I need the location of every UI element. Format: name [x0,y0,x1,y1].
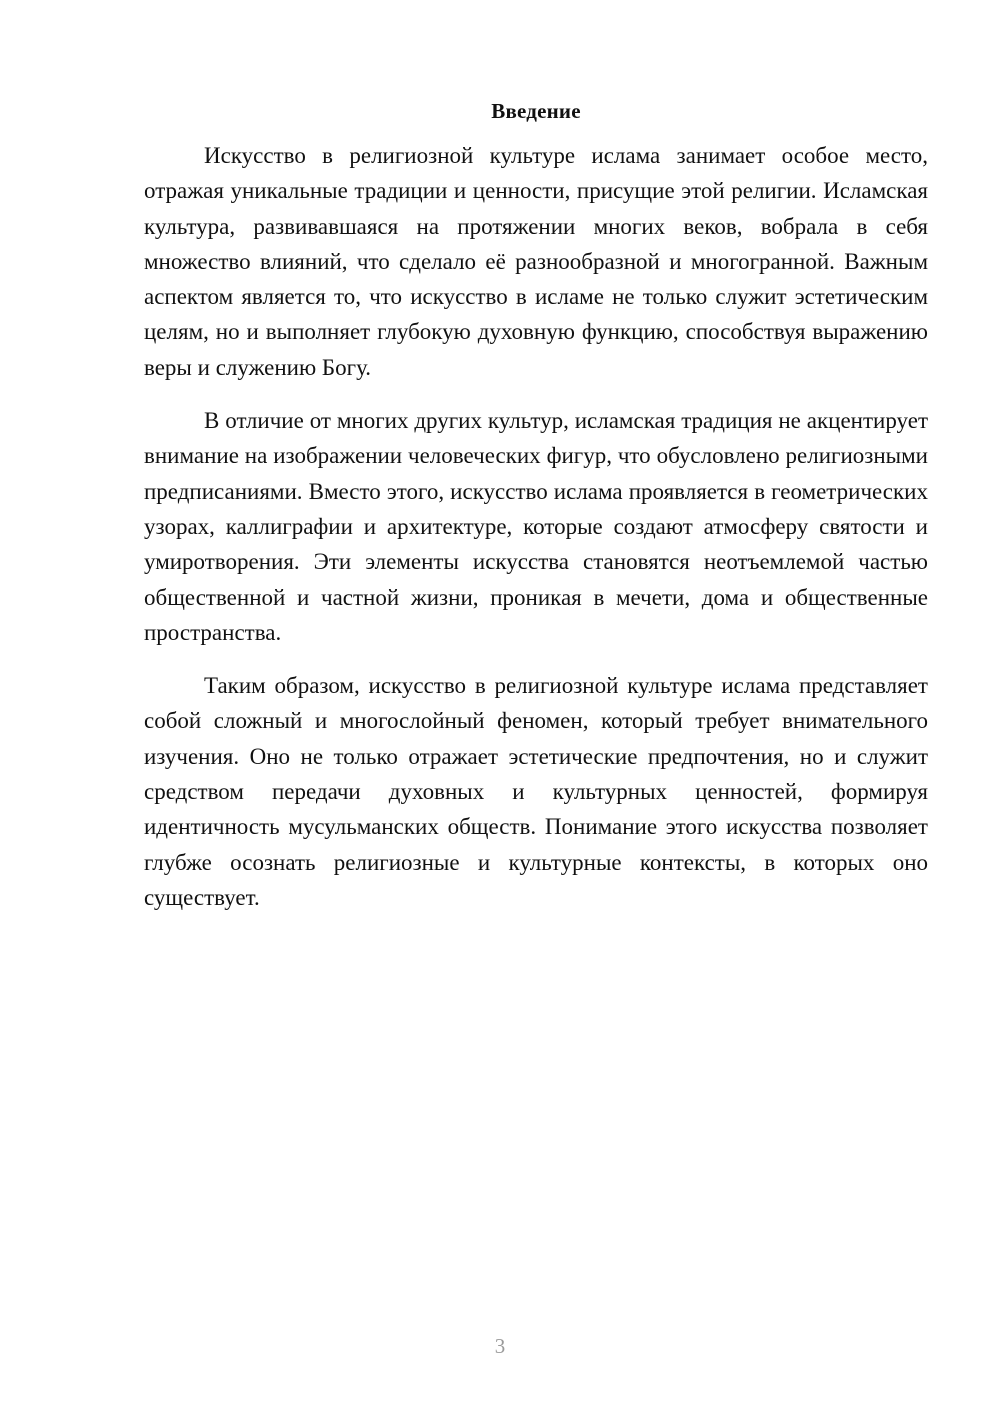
paragraph-3: Таким образом, искусство в религиозной культуре ислама представляет собой сложный и многослойный феномен, который требует внимательного изучения. Оно не только отражает эстетические предпочтения, но и служит средством передачи духовных и культурных ценностей, формируя идентичность мусульманских обществ. Понимание этого искусства позволяет глубже осознать религиозные и культурные контексты, в которых оно существует. [144,673,928,910]
page-content [144,96,928,933]
page-number: 3 [494,1334,506,1358]
section-title: Введение [491,99,581,123]
paragraph-2: В отличие от многих других культур, исламская традиция не акцентирует внимание на изображении человеческих фигур, что обусловлено религиозными предписаниями. Вместо этого, искусство ислама проявляется в геометрических узорах, каллиграфии и архитектуре, которые создают атмосферу святости и умиротворения. Эти элементы искусства становятся неотъемлемой частью общественной и частной жизни, проникая в мечети, дома и общественные пространства. [144,408,928,645]
paragraph-1: Искусство в религиозной культуре ислама занимает особое место, отражая уникальные традиции и ценности, присущие этой религии. Исламская культура, развивавшаяся на протяжении многих веков, вобрала в себя множество влияний, что сделало её разнообразной и многогранной. Важным аспектом является то, что искусство в исламе не только служит эстетическим целям, но и выполняет глубокую духовную функцию, способствуя выражению веры и служению Богу. [144,143,928,380]
